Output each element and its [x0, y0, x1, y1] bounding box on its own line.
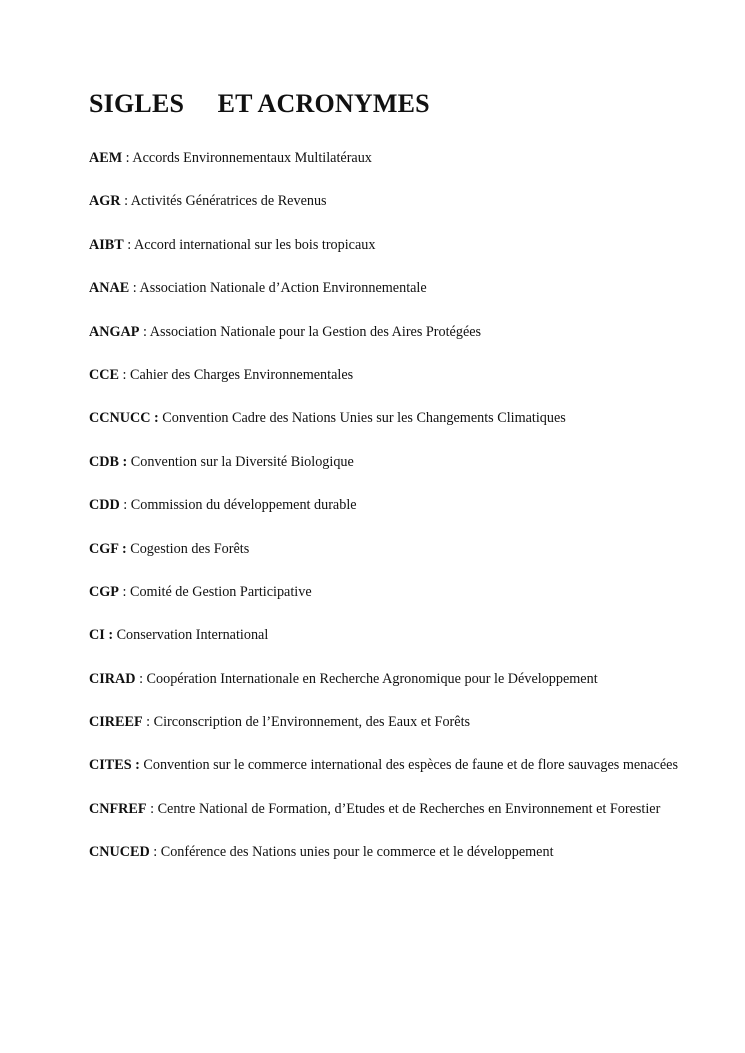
definition: : Coopération Internationale en Recherche Agronomique pour le Développement — [135, 670, 598, 687]
acronym: CITES : — [89, 757, 140, 774]
list-item — [89, 622, 691, 649]
acronym: CGP — [89, 583, 119, 600]
definition: Convention Cadre des Nations Unies sur les Changements Climatiques — [158, 410, 566, 427]
list-item — [89, 319, 691, 346]
list-item — [89, 405, 691, 432]
list-item — [89, 275, 691, 302]
acronym: CIREEF — [89, 714, 143, 731]
list-item — [89, 579, 691, 606]
acronym: AEM — [89, 150, 123, 166]
acronym: CNUCED — [89, 844, 150, 861]
page-title: SIGLES ET ACRONYMES — [89, 89, 430, 118]
definition: : Centre National de Formation, d’Etudes et de Recherches en Environnement et Forestier — [146, 800, 661, 817]
acronym: CIRAD — [89, 670, 136, 687]
list-item — [89, 709, 691, 736]
definition: Conservation International — [113, 627, 269, 644]
acronym: ANAE — [89, 280, 130, 297]
acronym: CDB : — [89, 453, 128, 470]
list-item — [89, 796, 691, 823]
definition: : Conférence des Nations unies pour le commerce et le développement — [149, 844, 554, 861]
acronym: AIBT — [89, 236, 124, 253]
definition: : Association Nationale d’Action Environnementale — [129, 280, 427, 297]
acronym-list — [89, 145, 691, 883]
definition: : Circonscription de l’Environnement, des Eaux et Forêts — [142, 714, 471, 731]
list-item — [89, 536, 691, 563]
acronym: CI : — [89, 627, 114, 644]
definition: : Accord international sur les bois tropicaux — [123, 236, 376, 253]
acronym: CDD — [89, 497, 120, 514]
definition: : Association Nationale pour la Gestion des Aires Protégées — [139, 323, 482, 340]
definition: : Activités Génératrices de Revenus — [120, 193, 327, 210]
list-item — [89, 666, 691, 693]
definition: Convention sur le commerce international des espèces de faune et de flore sauvages menacées — [139, 757, 678, 774]
definition: : Commission du développement durable — [119, 497, 357, 514]
definition: Convention sur la Diversité Biologique — [127, 453, 354, 470]
acronym: CCNUCC : — [89, 410, 159, 427]
acronym: CGF : — [89, 540, 127, 557]
list-item — [89, 362, 691, 389]
list-item — [89, 145, 691, 172]
acronym: AGR — [89, 193, 121, 210]
list-item — [89, 752, 691, 779]
definition: : Accords Environnementaux Multilatéraux — [122, 150, 372, 166]
list-item — [89, 492, 691, 519]
acronym: CCE — [89, 366, 119, 383]
acronym: ANGAP — [89, 323, 140, 340]
list-item — [89, 232, 691, 259]
list-item — [89, 839, 691, 866]
definition: Cogestion des Forêts — [126, 540, 250, 557]
list-item — [89, 449, 691, 476]
definition: : Cahier des Charges Environnementales — [118, 366, 354, 383]
acronym: CNFREF — [89, 800, 147, 817]
list-item — [89, 188, 691, 215]
definition: : Comité de Gestion Participative — [118, 583, 312, 600]
